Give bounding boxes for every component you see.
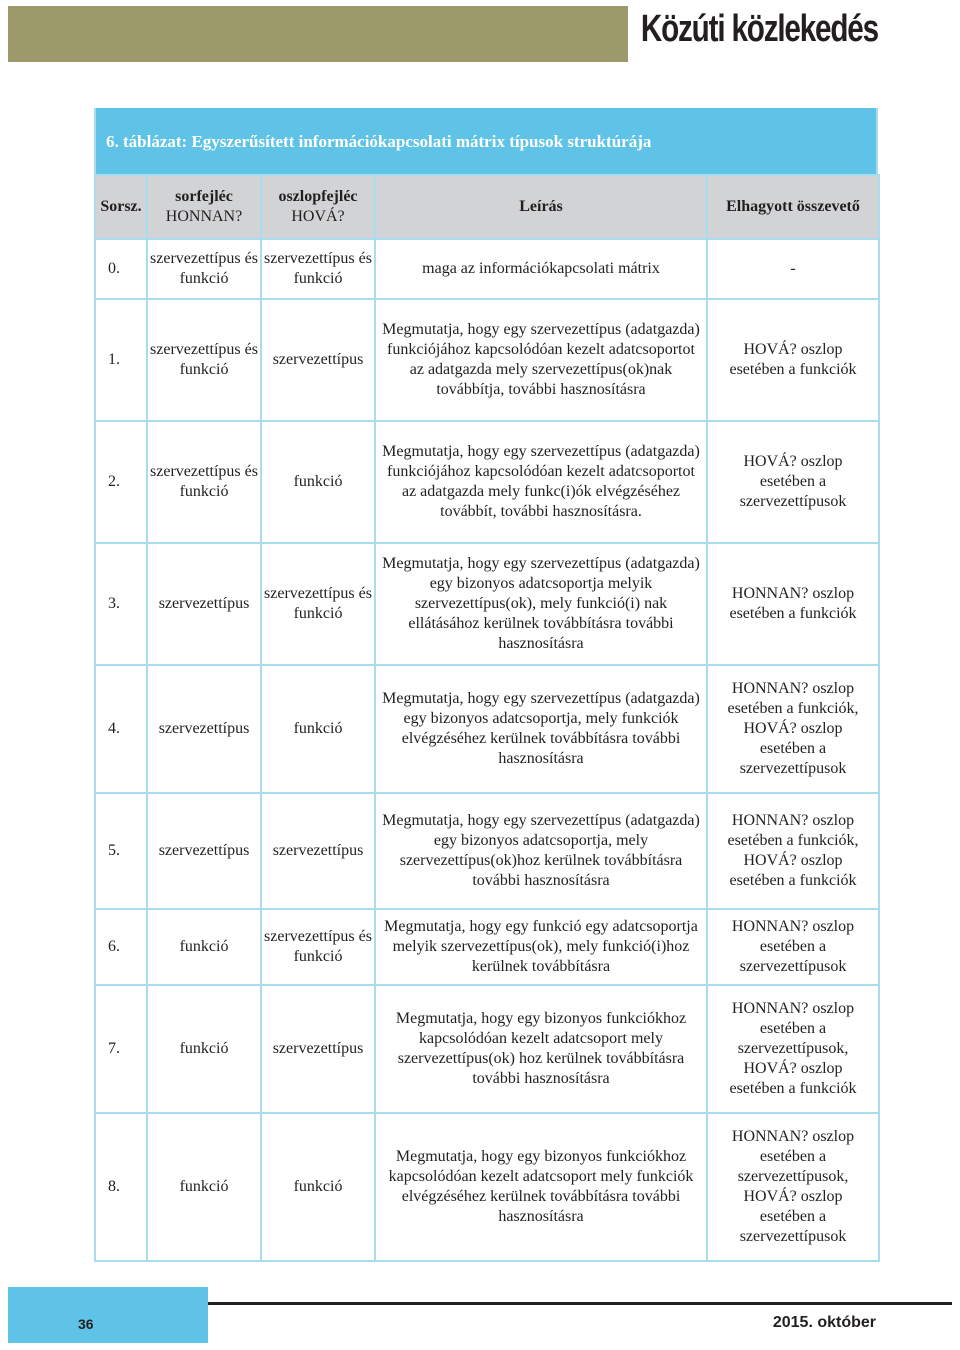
matrix-table [94,174,880,1262]
row-number: 3. [95,543,147,665]
table-header-row [95,175,879,239]
table-row [95,543,879,665]
row-number: 5. [95,793,147,909]
table-caption: 6. táblázat: Egyszerűsített információkapcsolati mátrix típusok struktúrája [106,132,652,151]
row-description: Megmutatja, hogy egy szervezettípus (adatgazda) egy bizonyos adatcsoportja melyik szervezettípus(ok), mely funkció(i) nak ellátásához kerülnek továbbításra további hasznosításra [375,543,707,665]
table-row [95,985,879,1113]
row-number: 2. [95,421,147,543]
row-to: szervezettípus és funkció [261,909,375,985]
header-sorfejlec-line1: sorfejléc [175,188,233,205]
row-dropped: HONNAN? oszlop esetében a funkciók, HOVÁ? oszlop esetében a szervezettípusok [707,665,879,793]
header-band [8,6,628,62]
row-description: Megmutatja, hogy egy szervezettípus (adatgazda) egy bizonyos adatcsoportja, mely szervezettípus(ok)hoz kerülnek továbbításra további hasznosításra [375,793,707,909]
footer-date: 2015. október [772,1314,876,1331]
row-from: funkció [147,1113,261,1261]
row-description: Megmutatja, hogy egy szervezettípus (adatgazda) funkciójához kapcsolódóan kezelt adatcsoportot az adatgazda mely funkc(i)ók elvégzéséhez továbbít, további hasznosításra. [375,421,707,543]
row-dropped: HONNAN? oszlop esetében a szervezettípusok [707,909,879,985]
row-dropped: HONNAN? oszlop esetében a szervezettípusok, HOVÁ? oszlop esetében a funkciók [707,985,879,1113]
table-row [95,909,879,985]
row-from: szervezettípus [147,543,261,665]
header-sorfejlec-line2: HONNAN? [165,208,243,225]
row-dropped: HONNAN? oszlop esetében a szervezettípusok, HOVÁ? oszlop esetében a szervezettípusok [707,1113,879,1261]
row-dropped: - [707,239,879,299]
row-to: funkció [261,421,375,543]
row-from: szervezettípus [147,665,261,793]
table-row [95,299,879,421]
header-sorsz: Sorsz. [95,175,147,239]
row-description: maga az információkapcsolati mátrix [375,239,707,299]
row-number: 6. [95,909,147,985]
row-from: szervezettípus [147,793,261,909]
row-to: szervezettípus és funkció [261,239,375,299]
table-row [95,239,879,299]
row-description: Megmutatja, hogy egy bizonyos funkciókhoz kapcsolódóan kezelt adatcsoport mely szervezettípus(ok) hoz kerülnek továbbításra további hasznosításra [375,985,707,1113]
row-description: Megmutatja, hogy egy funkció egy adatcsoportja melyik szervezettípus(ok), mely funkció(i)hoz kerülnek továbbításra [375,909,707,985]
row-to: szervezettípus és funkció [261,543,375,665]
footer-rule [208,1302,952,1305]
row-description: Megmutatja, hogy egy szervezettípus (adatgazda) funkciójához kapcsolódóan kezelt adatcsoportot az adatgazda mely szervezettípus(ok)nak továbbítja, további hasznosításra [375,299,707,421]
row-dropped: HOVÁ? oszlop esetében a szervezettípusok [707,421,879,543]
header-sorfejlec [147,175,261,239]
header-leiras: Leírás [375,175,707,239]
header-oszlopfejlec-line1: oszlopfejléc [278,188,358,205]
row-number: 0. [95,239,147,299]
row-to: szervezettípus [261,793,375,909]
row-number: 1. [95,299,147,421]
row-to: szervezettípus [261,299,375,421]
row-from: szervezettípus és funkció [147,239,261,299]
table-row [95,421,879,543]
page-number: 36 [78,1316,94,1332]
row-dropped: HONNAN? oszlop esetében a funkciók [707,543,879,665]
row-from: szervezettípus és funkció [147,421,261,543]
header-oszlopfejlec [261,175,375,239]
row-dropped: HONNAN? oszlop esetében a funkciók, HOVÁ? oszlop esetében a funkciók [707,793,879,909]
row-from: szervezettípus és funkció [147,299,261,421]
row-to: funkció [261,1113,375,1261]
page-title: Közúti közlekedés [640,8,878,50]
row-description: Megmutatja, hogy egy bizonyos funkciókhoz kapcsolódóan kezelt adatcsoport mely funkciók elvégzéséhez kerülnek továbbításra további hasznosításra [375,1113,707,1261]
table-caption-bar [94,108,878,174]
table-row [95,665,879,793]
row-number: 4. [95,665,147,793]
row-number: 7. [95,985,147,1113]
table-row [95,1113,879,1261]
row-to: szervezettípus [261,985,375,1113]
header-elhagyott: Elhagyott összevető [707,175,879,239]
footer-page-box [8,1287,208,1343]
table-row [95,793,879,909]
row-dropped: HOVÁ? oszlop esetében a funkciók [707,299,879,421]
row-number: 8. [95,1113,147,1261]
header-oszlopfejlec-line2: HOVÁ? [291,208,345,225]
row-description: Megmutatja, hogy egy szervezettípus (adatgazda) egy bizonyos adatcsoportja, mely funkciók elvégzéséhez kerülnek továbbításra további hasznosításra [375,665,707,793]
row-from: funkció [147,909,261,985]
row-to: funkció [261,665,375,793]
row-from: funkció [147,985,261,1113]
